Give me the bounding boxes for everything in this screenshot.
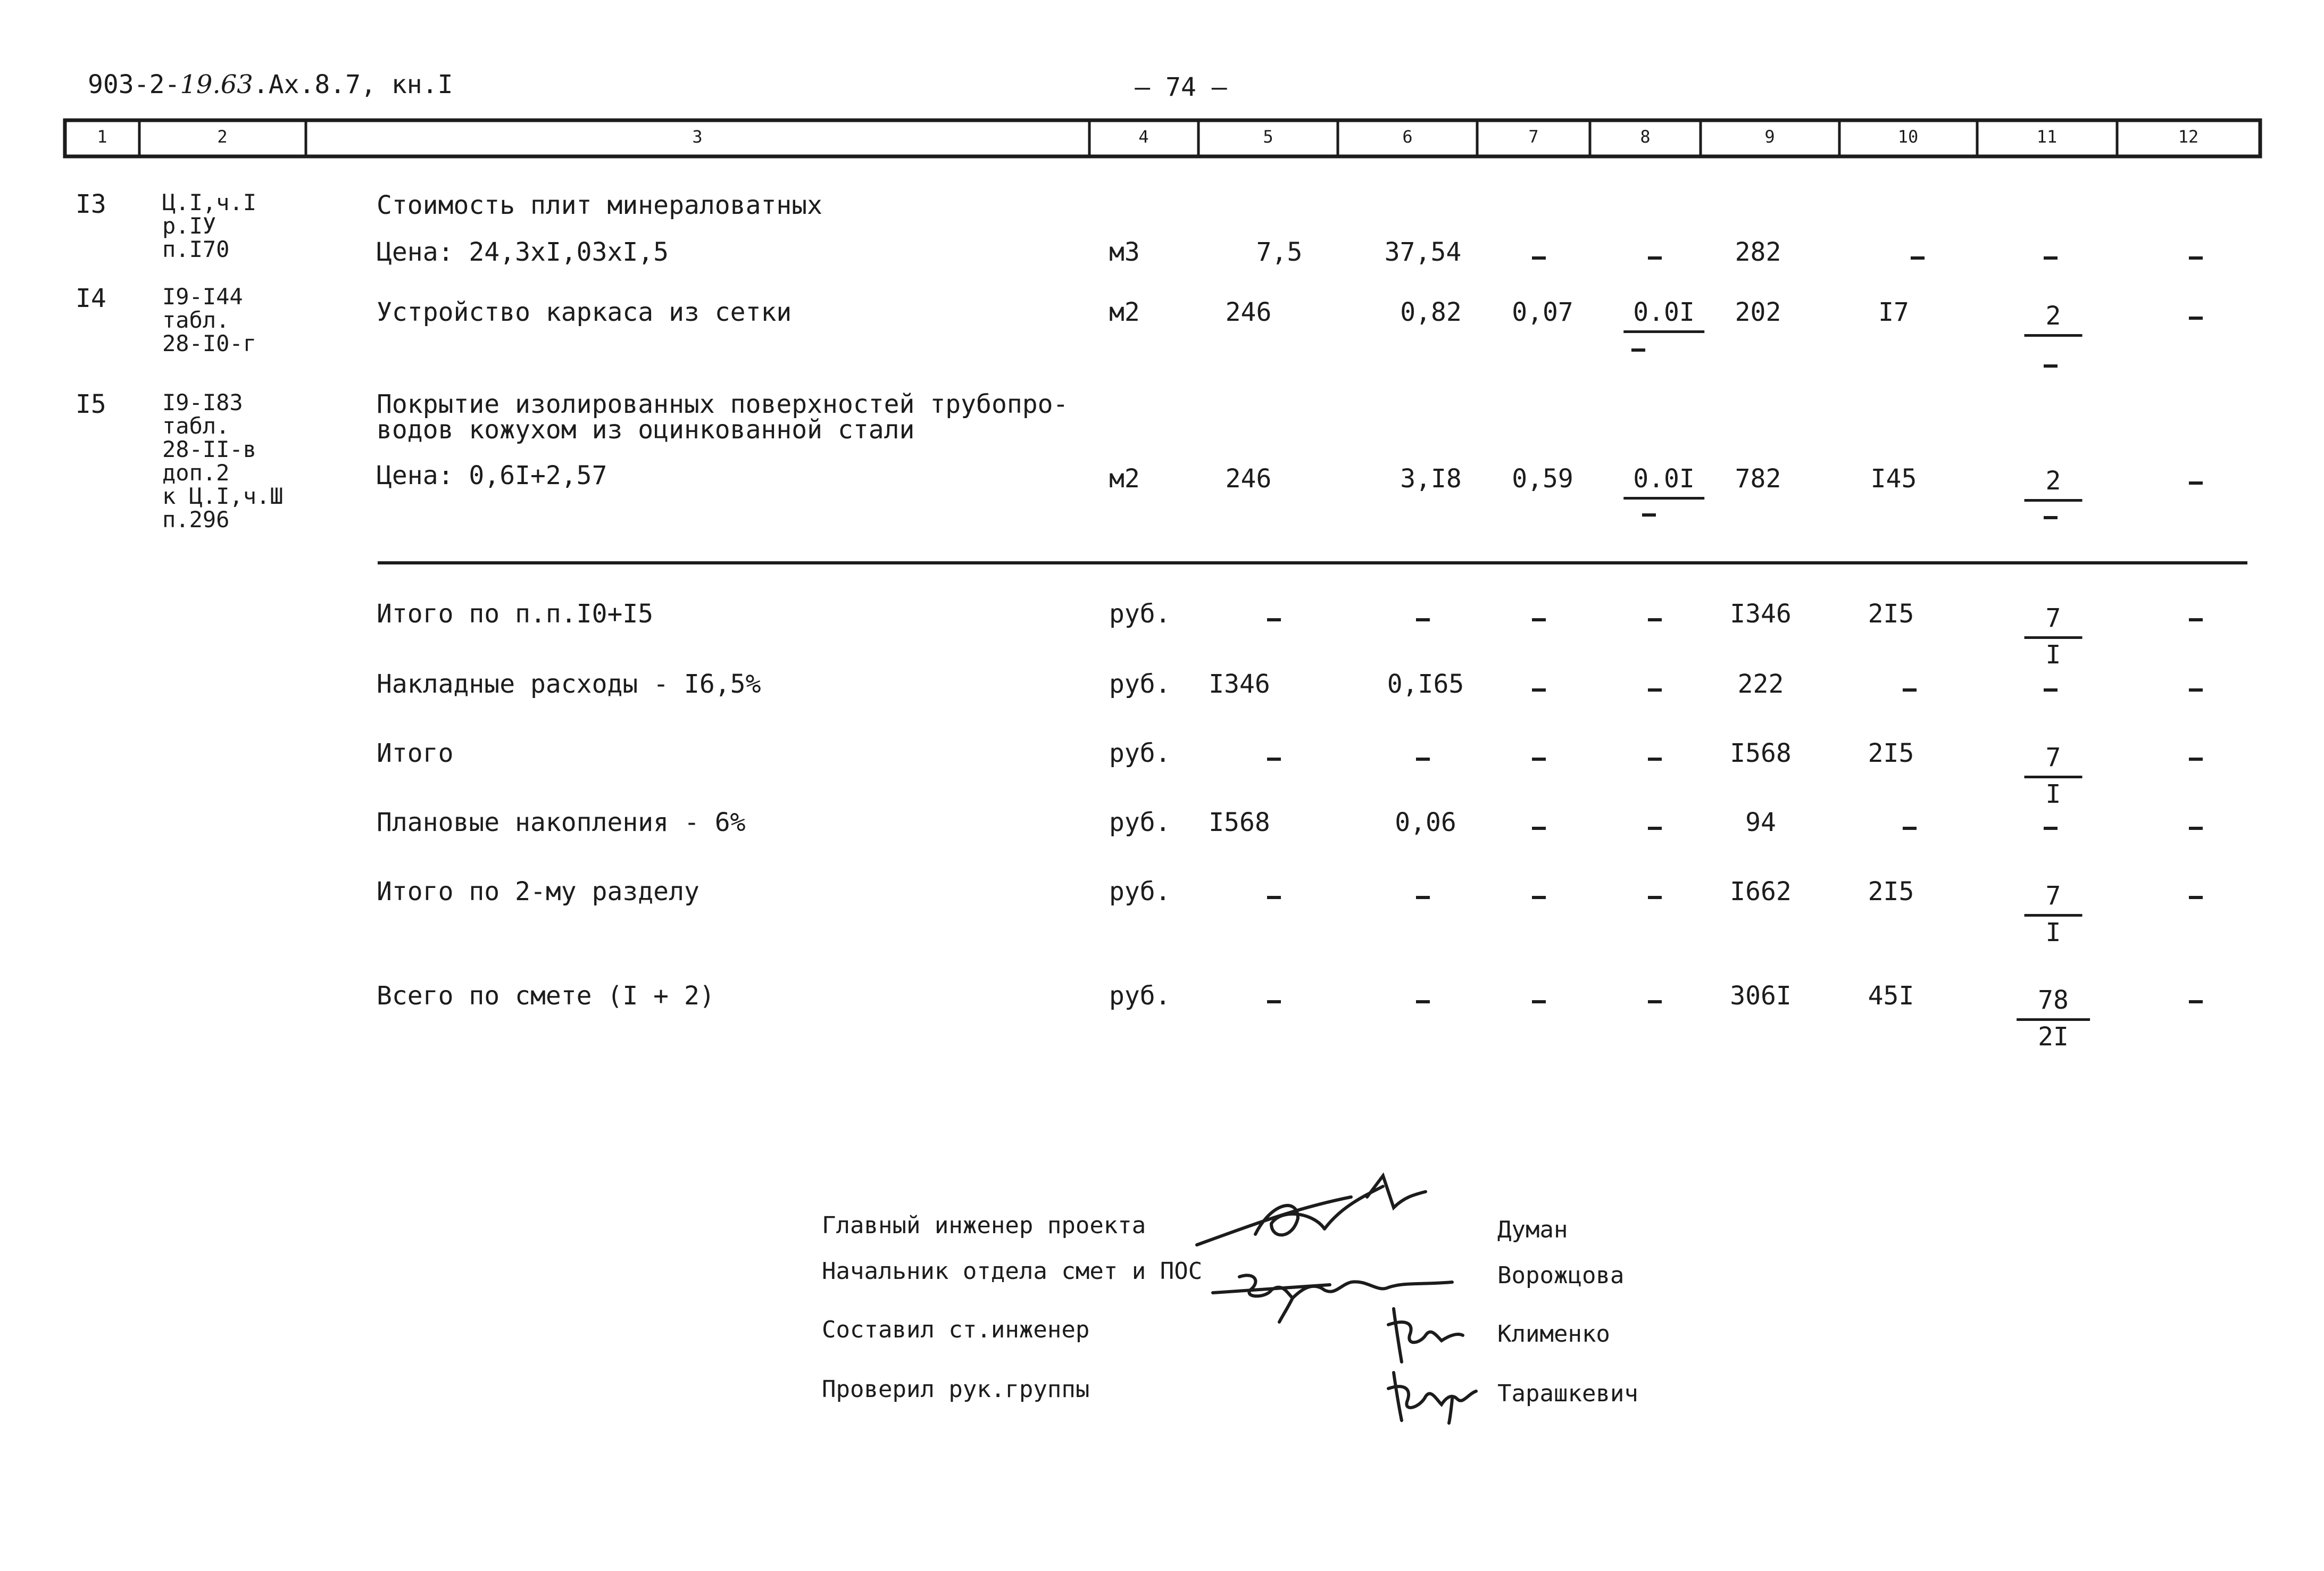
cell-col9: 306I [1730,981,1792,1011]
empty-dash [1267,896,1281,899]
cell-col10: I45 [1870,464,1917,494]
fraction-denominator: I [2045,918,2061,947]
row-number: I3 [76,189,106,219]
row-number: I4 [76,284,106,313]
cell-col10: 45I [1868,981,1914,1011]
fraction-denominator: I [2045,779,2061,809]
document-code: 903-2-19.63.Ах.8.7, кн.I [88,70,453,99]
column-number: 8 [1640,127,1651,147]
rate-reference: 28-II-в [162,436,257,462]
rate-reference: доп.2 [162,460,230,486]
item-title: Устройство каркаса из сетки [377,297,792,327]
empty-dash [1416,1000,1430,1003]
cell-col6: 37,54 [1384,237,1462,267]
cell-col9: I346 [1730,599,1792,629]
empty-dash [1631,348,1645,352]
cell-col11-fraction [2025,745,2083,807]
summary-label: Итого [377,738,454,768]
cell-col11-fraction [2025,883,2083,945]
empty-dash [1532,1000,1546,1003]
cell-col8-fraction [1623,297,1704,333]
empty-dash [1642,513,1656,517]
cell-col9: I662 [1730,877,1792,907]
unit: руб. [1109,981,1171,1011]
fraction-numerator: 2 [2025,468,2083,502]
cell-col9: 282 [1735,237,1781,267]
cell-col10: 2I5 [1868,599,1914,629]
rate-reference: I9-I44 [162,284,243,310]
signature-title: Проверил рук.группы [822,1376,1090,1403]
empty-dash [1648,688,1662,692]
cell-col6: 0,82 [1400,297,1462,327]
page-number: — 74 — [1135,72,1227,102]
signatory-name: Тарашкевич [1497,1380,1638,1407]
empty-dash [1416,896,1430,899]
unit: руб. [1109,738,1171,768]
empty-dash [1648,758,1662,761]
empty-dash [2189,758,2203,761]
empty-dash [1648,827,1662,830]
section-divider [378,561,2247,564]
signature-title: Главный инженер проекта [822,1212,1146,1239]
fraction-denominator: I [2045,640,2061,670]
empty-dash [2044,516,2058,519]
column-number: 7 [1528,127,1539,147]
fraction-numerator: 7 [2025,605,2083,639]
cell-col6: 0,06 [1395,808,1456,837]
summary-label: Накладные расходы - I6,5% [377,669,761,699]
empty-dash [2044,827,2058,830]
empty-dash [2189,481,2203,485]
rate-reference: п.I70 [162,236,230,262]
empty-dash [2044,256,2058,260]
unit: м3 [1109,237,1140,267]
empty-dash [2189,317,2203,320]
fraction-denominator: 2I [2038,1022,2069,1052]
empty-dash [1911,256,1925,260]
cell-col9: I568 [1730,738,1792,768]
empty-dash [1532,827,1546,830]
column-number: 3 [692,127,703,147]
empty-dash [1903,827,1917,830]
row-number: I5 [76,389,106,419]
empty-dash [1267,618,1281,621]
fraction-numerator: 78 [2017,987,2090,1021]
empty-dash [1648,618,1662,621]
fraction-numerator: 0.0I [1623,300,1704,333]
rate-reference: Ц.I,ч.I [162,189,257,215]
empty-dash [1532,758,1546,761]
column-number: 10 [1897,127,1919,147]
unit: руб. [1109,808,1171,837]
rate-reference: I9-I83 [162,389,243,415]
empty-dash [1648,256,1662,260]
unit: руб. [1109,877,1171,907]
fraction-numerator: 2 [2025,303,2083,337]
cell-col11-fraction [2025,303,2083,337]
empty-dash [1532,688,1546,692]
rate-reference: к Ц.I,ч.Ш [162,483,284,509]
column-number: 5 [1263,127,1273,147]
item-title: Покрытие изолированных поверхностей трубопро- [377,389,1069,419]
cell-col10: 2I5 [1868,738,1914,768]
rate-reference: табл. [162,307,230,333]
item-title: Стоимость плит минераловатных [377,190,823,220]
column-header-frame [0,0,2324,170]
signature-title: Составил ст.инженер [822,1316,1090,1343]
column-number: 1 [97,127,107,147]
rate-reference: п.296 [162,506,230,533]
rate-reference: р.IУ [162,213,216,239]
handwritten-signature [1383,1303,1468,1367]
signatory-name: Клименко [1497,1320,1610,1348]
cell-col10: I7 [1878,297,1909,327]
empty-dash [1648,1000,1662,1003]
empty-dash [1532,618,1546,621]
empty-dash [1532,896,1546,899]
cell-col11-fraction [2025,468,2083,502]
cell-col6: 3,I8 [1400,464,1462,494]
column-number: 11 [2036,127,2058,147]
column-number: 12 [2178,127,2199,147]
fraction-numerator: 7 [2025,745,2083,778]
empty-dash [2189,688,2203,692]
summary-label: Итого по 2-му разделу [377,877,699,907]
empty-dash [2044,688,2058,692]
cell-col5: I346 [1209,669,1270,699]
handwritten-signature [1192,1165,1436,1261]
empty-dash [2189,256,2203,260]
empty-dash [1648,896,1662,899]
summary-label: Плановые накопления - 6% [377,808,746,837]
item-title: водов кожухом из оцинкованной стали [377,415,915,445]
rate-reference: табл. [162,413,230,439]
cell-col5: 246 [1225,297,1272,327]
cell-col9: 222 [1737,669,1784,699]
cell-col9: 94 [1745,808,1776,837]
empty-dash [1532,256,1546,260]
summary-label: Итого по п.п.I0+I5 [377,599,654,629]
signature-title: Начальник отдела смет и ПОС [822,1258,1203,1285]
cell-col8-fraction [1623,466,1704,500]
empty-dash [1416,618,1430,621]
empty-dash [2189,618,2203,621]
signatory-name: Думан [1497,1216,1568,1243]
cell-col5: 246 [1225,464,1272,494]
empty-dash [1416,758,1430,761]
empty-dash [2189,896,2203,899]
empty-dash [1267,1000,1281,1003]
rate-reference: 28-I0-г [162,330,257,356]
unit: руб. [1109,599,1171,629]
fraction-numerator: 7 [2025,883,2083,917]
summary-label: Всего по смете (I + 2) [377,981,715,1011]
cell-col5: I568 [1209,808,1270,837]
empty-dash [2189,827,2203,830]
empty-dash [2044,364,2058,368]
unit: м2 [1109,297,1140,327]
empty-dash [1267,758,1281,761]
empty-dash [2189,1000,2203,1003]
column-number: 6 [1402,127,1413,147]
cell-col5: 7,5 [1256,237,1303,267]
cell-col10: 2I5 [1868,877,1914,907]
handwritten-signature [1383,1362,1479,1426]
cell-col9: 782 [1735,464,1781,494]
column-number: 2 [217,127,228,147]
column-number: 4 [1138,127,1149,147]
cell-col9: 202 [1735,297,1781,327]
fraction-numerator: 0.0I [1623,466,1704,500]
cell-col11-fraction [2017,987,2090,1050]
empty-dash [1903,688,1917,692]
unit: руб. [1109,669,1171,699]
item-price: Цена: 24,3хI,03хI,5 [377,237,669,267]
signatory-name: Ворожцова [1497,1262,1625,1289]
cell-col11-fraction [2025,605,2083,668]
item-price: Цена: 0,6I+2,57 [377,461,607,491]
column-number: 9 [1764,127,1775,147]
unit: м2 [1109,464,1140,494]
cell-col7: 0,07 [1512,297,1573,327]
cell-col7: 0,59 [1512,464,1573,494]
cell-col6: 0,I65 [1387,669,1464,699]
